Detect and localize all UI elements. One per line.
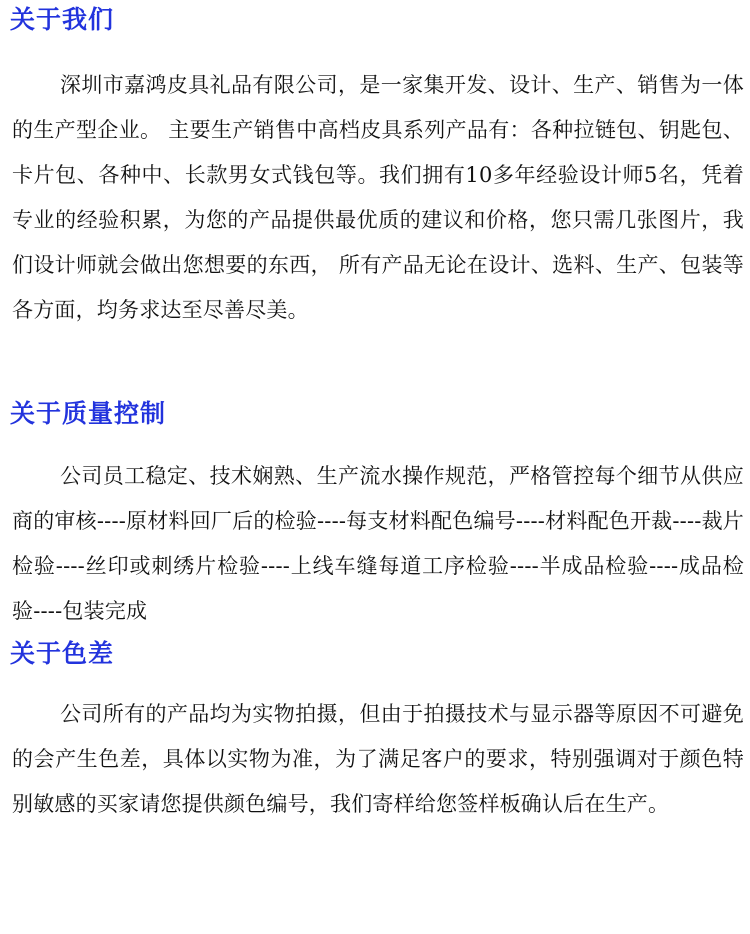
section-title-quality-control: 关于质量控制: [10, 399, 167, 428]
section-body-quality-control: 公司员工稳定、技术娴熟、生产流水操作规范，严格管控每个细节从供应商的审核----原材料回厂后的检验----每支材料配色编号----材料配色开裁----裁片检验----丝印或刺绣片检验----上线车缝每道工序检验----半成品检验----成品检验----包装完成: [12, 464, 744, 623]
section-title-color-difference: 关于色差: [10, 639, 115, 668]
section-title-about-us: 关于我们: [10, 5, 115, 34]
section-body-about-us: 深圳市嘉鸿皮具礼品有限公司，是一家集开发、设计、生产、销售为一体的生产型企业。 主要生产销售中高档皮具系列产品有：各种拉链包、钥匙包、卡片包、各种中、长款男女式钱包等。我们拥有10多年经验设计师5名，凭着专业的经验积累，为您的产品提供最优质的建议和价格，您只需几张图片，我们设计师就会做出您想要的东西， 所有产品无论在设计、选料、生产、包装等各方面，均务求达至尽善尽美。: [12, 73, 744, 322]
section-body-color-difference: 公司所有的产品均为实物拍摄，但由于拍摄技术与显示器等原因不可避免的会产生色差，具体以实物为准，为了满足客户的要求，特别强调对于颜色特别敏感的买家请您提供颜色编号，我们寄样给您签样板确认后在生产。: [12, 702, 744, 816]
